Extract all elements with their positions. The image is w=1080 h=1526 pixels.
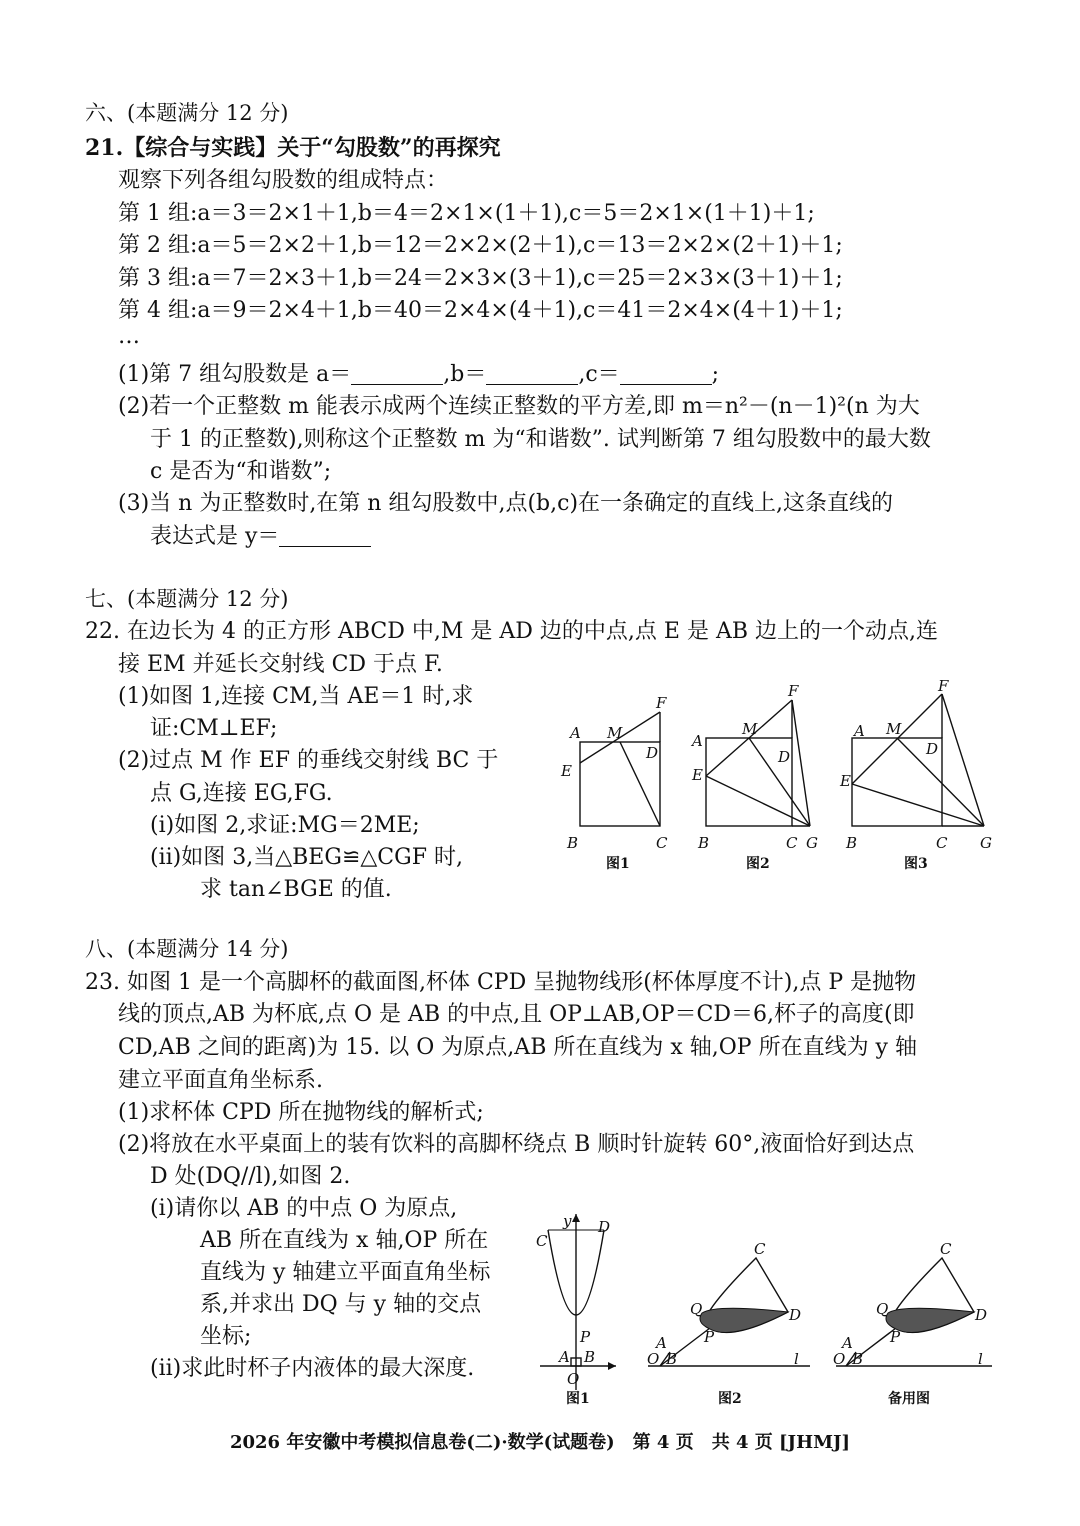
q23-part-i-line3: 直线为 y 轴建立平面直角坐标 <box>200 1260 491 1285</box>
label-a: A <box>842 1334 853 1352</box>
label-l: l <box>978 1350 983 1368</box>
fig1-caption: 图1 <box>566 1391 590 1407</box>
label-a: A <box>559 1348 570 1366</box>
label-p: P <box>580 1328 591 1346</box>
label-c: C <box>940 1240 952 1258</box>
label-f: F <box>938 677 949 695</box>
label-d: D <box>789 1306 802 1324</box>
fig2-caption: 图2 <box>718 1391 742 1407</box>
label-c: C <box>656 834 668 852</box>
q21-p1-end: ; <box>711 362 720 387</box>
label-b: B <box>846 834 858 852</box>
q23-part2-line2: D 处(DQ//l),如图 2. <box>150 1164 351 1189</box>
label-e: E <box>840 772 851 790</box>
q21-part3-line2 <box>150 522 371 552</box>
q21-intro: 观察下列各组勾股数的组成特点： <box>118 168 449 193</box>
q23-part2-line1: (2)将放在水平桌面上的装有饮料的高脚杯绕点 B 顺时针旋转 60°,液面恰好到达点 <box>118 1132 915 1157</box>
label-d: D <box>598 1218 611 1236</box>
label-g: G <box>806 834 818 852</box>
q23-figures <box>520 1200 1000 1415</box>
q21-part2-line2: 于 1 的正整数),则称这个正整数 m 为“和谐数”. 试判断第 7 组勾股数中的最大数 <box>150 427 931 452</box>
label-f: F <box>656 694 667 712</box>
q23-line3: CD,AB 之间的距离)为 15. 以 O 为原点,AB 所在直线为 x 轴,OP 所在直线为 y 轴 <box>118 1035 917 1060</box>
x-axis-arrow <box>608 1362 616 1370</box>
q22-p2-line1: (2)过点 M 作 EF 的垂线交射线 BC 于 <box>118 748 499 773</box>
line-fg <box>942 694 984 826</box>
label-d: D <box>926 740 939 758</box>
label-c: C <box>754 1240 766 1258</box>
answer-blank-y[interactable] <box>279 524 371 547</box>
label-b: B <box>567 834 579 852</box>
label-o: O <box>567 1370 580 1388</box>
answer-blank-c[interactable] <box>620 362 712 385</box>
label-b: B <box>852 1350 864 1368</box>
label-l: l <box>794 1350 799 1368</box>
label-c: C <box>936 834 948 852</box>
q22-p1-line2: 证:CM⊥EF; <box>150 716 278 741</box>
q22-p1-line1: (1)如图 1,连接 CM,当 AE＝1 时,求 <box>118 684 474 709</box>
label-e: E <box>561 762 572 780</box>
q22-p2-ii-line2: 求 tan∠BGE 的值. <box>200 877 392 902</box>
label-d: D <box>646 744 659 762</box>
q22-p2-i: (ⅰ)如图 2,求证:MG＝2ME; <box>150 813 420 838</box>
label-c: C <box>786 834 798 852</box>
line-eg <box>706 776 810 826</box>
q23-figure-1 <box>536 1212 616 1407</box>
answer-blank-b[interactable] <box>486 362 578 385</box>
q23-figure-2 <box>647 1240 810 1407</box>
q22-line1: 22. 在边长为 4 的正方形 ABCD 中,M 是 AD 边的中点,点 E 是 AB 边上的一个动点,连 <box>85 619 938 644</box>
q22-figures <box>550 676 1010 876</box>
q23-line1: 23. 如图 1 是一个高脚杯的截面图,杯体 CPD 呈抛物线形(杯体厚度不计),点 P 是抛物 <box>85 970 917 995</box>
q22-figure-3 <box>839 677 992 872</box>
q21-p1-b-label: ,b＝ <box>443 362 487 387</box>
q21-dots: … <box>118 324 140 349</box>
page-footer: 2026 年安徽中考模拟信息卷(二)·数学(试题卷) 第 4 页 共 4 页 [JHMJ] <box>229 1432 851 1453</box>
q22-figure-1 <box>560 694 668 872</box>
figure-3-caption: 图3 <box>904 856 928 872</box>
q21-group-4: 第 4 组:a＝9＝2×4＋1,b＝40＝2×4×(4＋1),c＝41＝2×4×(4＋1)＋1; <box>118 298 843 323</box>
label-y: y <box>563 1212 572 1230</box>
label-c: C <box>536 1232 548 1250</box>
label-a: A <box>692 732 703 750</box>
label-b: B <box>666 1350 678 1368</box>
q23-figure-3 <box>833 1240 992 1407</box>
section-7-header: 七、(本题满分 12 分) <box>85 587 289 611</box>
label-o: O <box>833 1350 846 1368</box>
label-o: O <box>647 1350 660 1368</box>
q21-part1 <box>118 360 719 390</box>
q21-p3-label: 表达式是 y＝ <box>150 524 280 549</box>
q23-line2: 线的顶点,AB 为杯底,点 O 是 AB 的中点,且 OP⊥AB,OP＝CD＝6,杯子的高度(即 <box>118 1002 915 1027</box>
q23-part1: (1)求杯体 CPD 所在抛物线的解析式; <box>118 1100 484 1125</box>
y-axis-arrow <box>572 1214 580 1222</box>
q21-group-1: 第 1 组:a＝3＝2×1＋1,b＝4＝2×1×(1＋1),c＝5＝2×1×(1＋1)＋1; <box>118 201 815 226</box>
q21-p1-c-label: ,c＝ <box>578 362 620 387</box>
q21-title: 21.【综合与实践】关于“勾股数”的再探究 <box>85 135 501 161</box>
q21-part3-line1: (3)当 n 为正整数时,在第 n 组勾股数中,点(b,c)在一条确定的直线上,这条直线的 <box>118 491 894 516</box>
q21-p1-a-label: (1)第 7 组勾股数是 a＝ <box>118 362 352 387</box>
answer-blank-a[interactable] <box>351 362 443 385</box>
q23-part-i-line4: 系,并求出 DQ 与 y 轴的交点 <box>200 1292 482 1317</box>
label-a: A <box>854 722 865 740</box>
label-a: A <box>570 724 581 742</box>
q21-group-3: 第 3 组:a＝7＝2×3＋1,b＝24＝2×3×(3＋1),c＝25＝2×3×(3＋1)＋1; <box>118 266 843 291</box>
label-m: M <box>607 724 623 742</box>
figure-1-caption: 图1 <box>606 856 630 872</box>
label-f: F <box>788 682 799 700</box>
label-q: Q <box>690 1300 703 1318</box>
label-m: M <box>742 720 758 738</box>
q21-part2-line1: (2)若一个正整数 m 能表示成两个连续正整数的平方差,即 m＝n²－(n－1)²(n 为大 <box>118 394 920 419</box>
label-a: A <box>656 1334 667 1352</box>
label-d: D <box>778 748 791 766</box>
q22-p2-line2: 点 G,连接 EG,FG. <box>150 781 333 806</box>
q22-line2: 接 EM 并延长交射线 CD 于点 F. <box>118 652 443 677</box>
q22-p2-ii-line1: (ⅱ)如图 3,当△BEG≌△CGF 时, <box>150 845 463 870</box>
line-fg <box>792 700 810 826</box>
label-e: E <box>692 766 703 784</box>
q21-part2-line3: c 是否为“和谐数”; <box>150 459 332 484</box>
label-q: Q <box>876 1300 889 1318</box>
figure-2-caption: 图2 <box>746 856 770 872</box>
label-b: B <box>698 834 710 852</box>
section-6-header: 六、(本题满分 12 分) <box>85 101 289 125</box>
q23-line4: 建立平面直角坐标系. <box>118 1068 323 1093</box>
q23-part-i-line1: (ⅰ)请你以 AB 的中点 O 为原点, <box>150 1196 458 1221</box>
label-m: M <box>886 720 902 738</box>
label-g: G <box>980 834 992 852</box>
label-d: D <box>975 1306 988 1324</box>
q23-part-ii: (ⅱ)求此时杯子内液体的最大深度. <box>150 1356 475 1381</box>
section-8-header: 八、(本题满分 14 分) <box>85 937 289 961</box>
q23-part-i-line5: 坐标; <box>200 1324 252 1349</box>
q23-part-i-line2: AB 所在直线为 x 轴,OP 所在 <box>200 1228 489 1253</box>
q21-group-2: 第 2 组:a＝5＝2×2＋1,b＝12＝2×2×(2＋1),c＝13＝2×2×(2＋1)＋1; <box>118 233 843 258</box>
q22-figure-2 <box>690 682 818 872</box>
label-b: B <box>584 1348 596 1366</box>
label-p: P <box>890 1328 901 1346</box>
label-p: P <box>704 1328 715 1346</box>
fig3-caption: 备用图 <box>888 1391 930 1407</box>
